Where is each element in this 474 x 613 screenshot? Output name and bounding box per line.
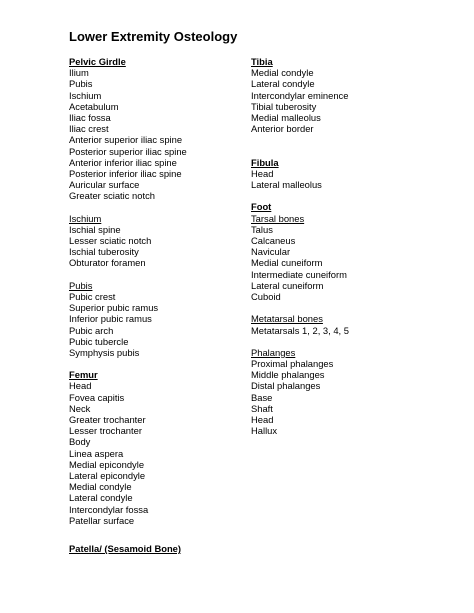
list-item-hallux: Hallux [251,425,278,437]
section-heading-tibia: Tibia [251,56,273,67]
list-item-calcaneus: Calcaneus [251,235,296,246]
list-item-ischial-tuberosity: Ischial tuberosity [69,246,139,258]
list-item-body: Body [69,436,91,448]
list-item-lateral-condyle: Lateral condyle [69,492,133,504]
list-item-symphysis-pubis: Symphysis pubis [69,346,140,358]
section-heading-pubis: Pubis [69,279,93,291]
list-item-medial-epicondyle: Medial epicondyle [69,458,145,470]
list-item-medial-malleolus: Medial malleolus [251,111,321,123]
list-item-pubis: Pubis [69,78,93,90]
list-item-anterior-inferior-iliac-spine: Anterior inferior iliac spine [69,156,177,168]
page-title: Lower Extremity Osteology [69,29,238,44]
section-heading-ischium: Ischium [69,212,102,224]
list-item-iliac-crest: Iliac crest [69,123,109,135]
spacer [251,190,349,201]
list-item-medial-condyle: Medial condyle [69,481,132,493]
list-item-medial-condyle: Medial condyle [251,67,314,79]
list-item-greater-trochanter: Greater trochanter [69,414,146,425]
section-heading-pelvic-girdle: Pelvic Girdle [69,56,126,67]
list-item-distal-phalanges: Distal phalanges [251,380,321,392]
list-item-neck: Neck [69,402,91,414]
list-item-anterior-border: Anterior border [251,123,314,135]
spacer [251,134,349,145]
list-item-fovea-capitis: Fovea capitis [69,391,125,403]
section-heading-foot: Foot [251,201,272,213]
list-item-lateral-cuneiform: Lateral cuneiform [251,279,324,291]
list-item-lesser-sciatic-notch: Lesser sciatic notch [69,235,152,246]
list-item-lateral-malleolus: Lateral malleolus [251,179,322,191]
list-item-auricular-surface: Auricular surface [69,179,140,191]
list-item-lesser-trochanter: Lesser trochanter [69,425,142,437]
spacer [69,358,187,369]
spacer [69,269,187,280]
list-item-navicular: Navicular [251,246,291,258]
section-heading-patella: Patella/ (Sesamoid Bone) [69,543,182,554]
list-item-cuboid: Cuboid [251,290,281,302]
list-item-inferior-pubic-ramus: Inferior pubic ramus [69,313,152,325]
right-column [251,56,349,436]
left-column [69,56,187,526]
list-item-ilium: Ilium [69,67,89,79]
list-item-linea-aspera: Linea aspera [69,447,124,459]
list-item-iliac-fossa: Iliac fossa [69,111,111,123]
section-heading-fibula: Fibula [251,156,279,168]
list-item-head: Head [251,414,274,425]
section-heading-tarsal-bones: Tarsal bones [251,212,305,224]
list-item-intermediate-cuneiform: Intermediate cuneiform [251,268,347,280]
list-item-proximal-phalanges: Proximal phalanges [251,358,334,370]
section-heading-metatarsal-bones: Metatarsal bones [251,313,323,325]
list-item-base: Base [251,391,273,403]
spacer [251,336,349,347]
list-item-superior-pubic-ramus: Superior pubic ramus [69,302,159,314]
list-item-metatarsals-1-2-3-4-5: Metatarsals 1, 2, 3, 4, 5 [251,324,349,336]
list-item-patellar-surface: Patellar surface [69,514,135,526]
list-item-greater-sciatic-notch: Greater sciatic notch [69,190,155,202]
list-item-pubic-tubercle: Pubic tubercle [69,335,129,347]
list-item-obturator-foramen: Obturator foramen [69,257,146,269]
list-item-shaft: Shaft [251,402,273,414]
list-item-ischial-spine: Ischial spine [69,223,121,235]
list-item-pubic-arch: Pubic arch [69,324,114,336]
list-item-tibial-tuberosity: Tibial tuberosity [251,100,317,112]
list-item-ischium: Ischium [69,89,102,101]
spacer [251,146,349,157]
spacer [251,302,349,313]
list-item-talus: Talus [251,223,273,235]
list-item-anterior-superior-iliac-spine: Anterior superior iliac spine [69,134,183,146]
list-item-lateral-condyle: Lateral condyle [251,78,315,90]
list-item-medial-cuneiform: Medial cuneiform [251,257,323,269]
list-item-lateral-epicondyle: Lateral epicondyle [69,469,146,481]
list-item-head: Head [251,167,274,179]
section-heading-femur: Femur [69,369,98,381]
list-item-acetabulum: Acetabulum [69,100,119,112]
list-item-head: Head [69,380,92,392]
list-item-posterior-inferior-iliac-spine: Posterior inferior iliac spine [69,167,182,179]
list-item-intercondylar-fossa: Intercondylar fossa [69,503,149,515]
list-item-middle-phalanges: Middle phalanges [251,369,325,381]
section-heading-phalanges: Phalanges [251,346,296,358]
list-item-pubic-crest: Pubic crest [69,290,116,302]
spacer [69,201,187,212]
list-item-intercondylar-eminence: Intercondylar eminence [251,89,349,101]
list-item-posterior-superior-iliac-spine: Posterior superior iliac spine [69,145,187,157]
